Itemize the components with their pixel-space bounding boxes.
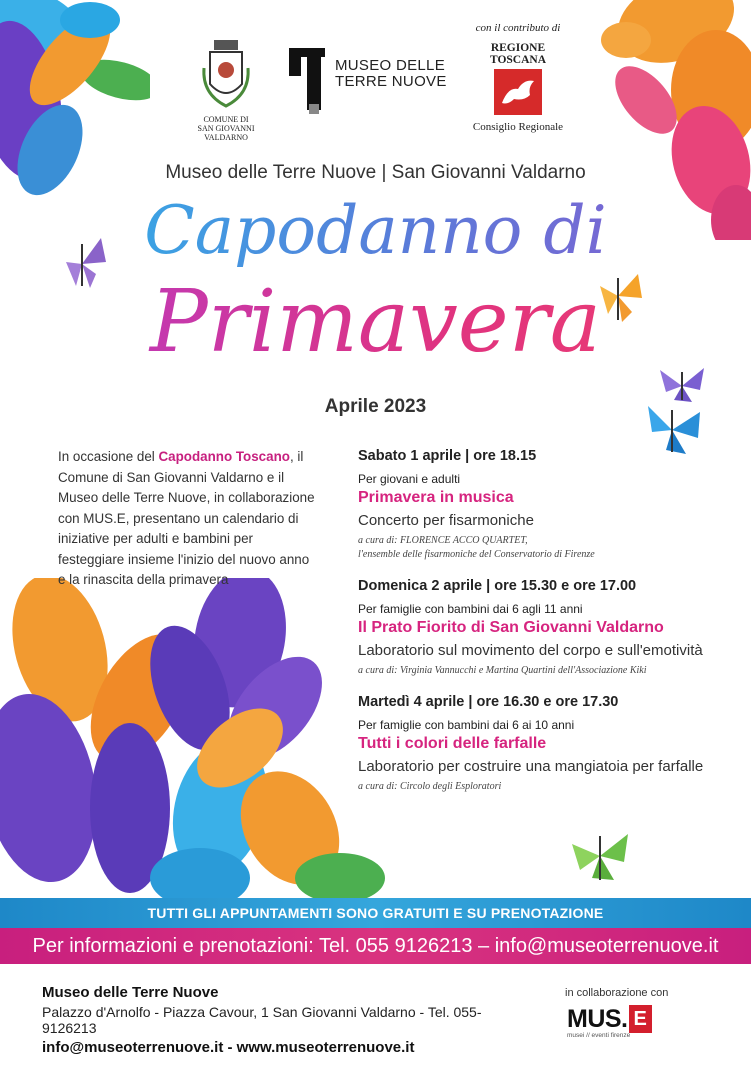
intro-before: In occasione del (58, 449, 159, 464)
contributo-label: con il contributo di (475, 22, 561, 34)
comune-logo (180, 38, 272, 142)
venue-line: Museo delle Terre Nuove | San Giovanni Valdarno (165, 162, 586, 183)
intro-highlight: Capodanno Toscano (158, 449, 290, 464)
flowers-bottom-left-decoration (0, 578, 395, 898)
event-date: Sabato 1 aprile | ore 18.15 (358, 448, 537, 464)
footer-contacts: info@museoterrenuove.it - www.museoterrenuove.it (42, 1039, 415, 1056)
museo-line2: TERRE NUOVE (335, 73, 447, 90)
museo-t-icon (289, 48, 329, 114)
title-line1: Capodanno di (0, 192, 751, 269)
muse-logo-e: E (629, 1005, 652, 1033)
collab-label: in collaborazione con (565, 987, 669, 999)
event-title: Primavera in musica (358, 489, 514, 506)
info-band: Per informazioni e prenotazioni: Tel. 055 9126213 – info@museoterrenuove.it (0, 928, 751, 964)
museo-line1: MUSEO DELLE (335, 57, 445, 74)
regione-name: REGIONE TOSCANA (489, 42, 547, 66)
muse-logo (567, 1005, 652, 1039)
footer-museum-name: Museo delle Terre Nuove (42, 984, 219, 1001)
event-curator-line1: a cura di: Circolo degli Esploratori (358, 781, 502, 792)
event-audience: Per famiglie con bambini dai 6 ai 10 anni (358, 718, 575, 732)
comune-line2: SAN GIOVANNI VALDARNO (197, 124, 255, 142)
event-curator-line1: a cura di: FLORENCE ACCO QUARTET, (358, 535, 528, 546)
free-notice-band: TUTTI GLI APPUNTAMENTI SONO GRATUITI E SU PRENOTAZIONE (0, 898, 751, 928)
event-title: Il Prato Fiorito di San Giovanni Valdarno (358, 619, 664, 636)
event-date: Martedì 4 aprile | ore 16.30 e ore 17.30 (358, 694, 619, 710)
event-title: Tutti i colori delle farfalle (358, 735, 547, 752)
event-description: Laboratorio per costruire una mangiatoia per farfalle (358, 758, 704, 775)
muse-logo-word: MUS. (567, 1005, 628, 1033)
regione-pegasus-icon (494, 69, 542, 115)
intro-paragraph (58, 447, 320, 591)
intro-after: , il Comune di San Giovanni Valdarno e il Museo delle Terre Nuove, in collaborazione con MUS.E, presentano un calendario di iniziative per adulti e bambini per festeggiare insieme l'inizio del nuovo anno e la rinascita della primavera (58, 449, 315, 587)
event-item (358, 694, 738, 794)
butterfly-green-icon (566, 828, 632, 886)
footer-info (42, 984, 512, 1056)
event-description: Laboratorio sul movimento del corpo e sull'emotività (358, 642, 703, 659)
title-line2: Primavera (0, 272, 751, 372)
consiglio-name: Consiglio Regionale (472, 121, 564, 133)
comune-crest-icon (200, 38, 252, 110)
events-list (358, 448, 738, 810)
event-date: Domenica 2 aprile | ore 15.30 e ore 17.00 (358, 578, 637, 594)
event-item (358, 578, 738, 678)
footer-address: Palazzo d'Arnolfo - Piazza Cavour, 1 San Giovanni Valdarno - Tel. 055-9126213 (42, 1004, 482, 1036)
event-item (358, 448, 738, 562)
event-audience: Per famiglie con bambini dai 6 agli 11 anni (358, 602, 583, 616)
muse-logo-sub: musei // eventi firenze (567, 1032, 631, 1039)
comune-line1: COMUNE DI (203, 115, 249, 124)
event-month: Aprile 2023 (324, 396, 427, 417)
event-curator-line2: l'ensemble delle fisarmoniche del Conservatorio di Firenze (358, 549, 595, 560)
event-description: Concerto per fisarmoniche (358, 512, 534, 529)
event-audience: Per giovani e adulti (358, 472, 461, 486)
event-curator-line1: a cura di: Virginia Vannucchi e Martina Quartini dell'Associazione Kiki (358, 665, 647, 676)
regione-logo (462, 22, 574, 133)
